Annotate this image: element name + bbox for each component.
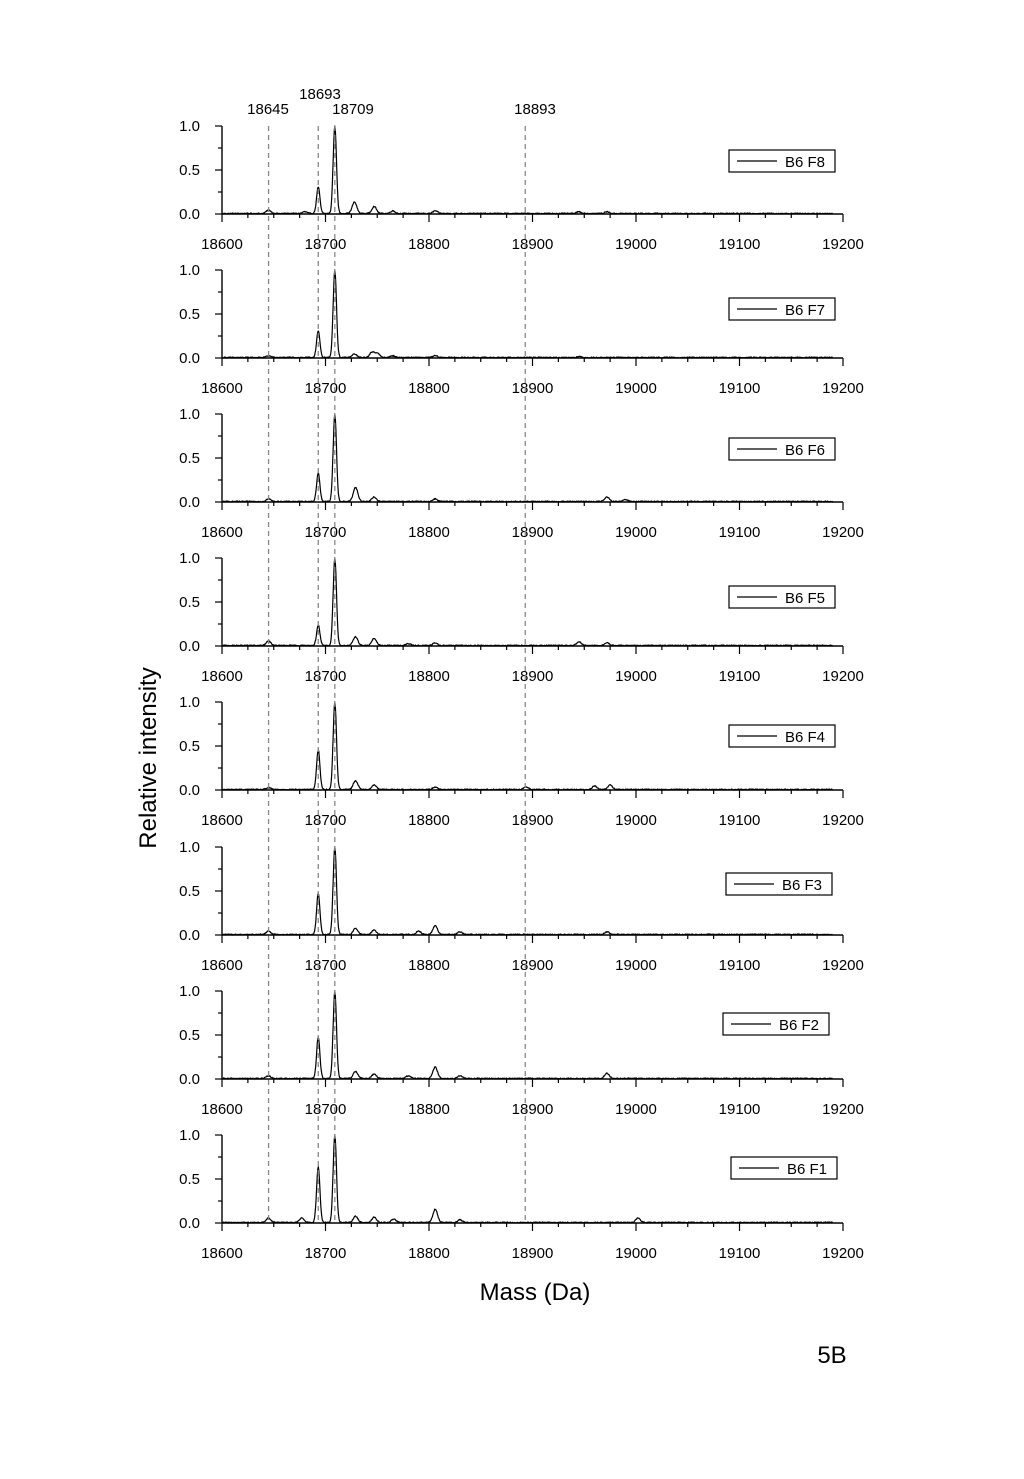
y-tick-label: 1.0 — [179, 983, 200, 1000]
y-tick-label: 0.0 — [179, 1071, 200, 1088]
x-tick-label: 18700 — [304, 524, 347, 541]
x-tick-label: 18800 — [408, 1245, 450, 1262]
x-tick-label: 19200 — [822, 668, 864, 685]
y-tick-label: 0.0 — [179, 638, 200, 655]
y-tick-label: 1.0 — [179, 118, 200, 135]
legend — [723, 1013, 829, 1035]
reference-lines-layer — [247, 86, 556, 1223]
x-tick-label: 18900 — [511, 957, 554, 974]
x-tick-label: 19100 — [718, 524, 761, 541]
y-tick-label: 0.0 — [179, 927, 200, 944]
y-tick-label: 0.0 — [179, 1215, 200, 1232]
legend-label: B6 F6 — [785, 442, 826, 459]
legend-label: B6 F7 — [785, 302, 826, 319]
legend-label: B6 F5 — [785, 590, 826, 607]
legend — [729, 298, 835, 320]
x-tick-label: 18800 — [408, 1101, 450, 1118]
x-tick-label: 18900 — [511, 380, 554, 397]
x-tick-label: 18800 — [408, 668, 450, 685]
x-tick-label: 19200 — [822, 380, 864, 397]
y-tick-label: 0.5 — [179, 1027, 200, 1044]
y-tick-label: 1.0 — [179, 694, 200, 711]
x-tick-label: 19100 — [718, 668, 761, 685]
x-tick-label: 18700 — [304, 1245, 347, 1262]
x-tick-label: 18800 — [408, 236, 450, 253]
spectrum-panel — [179, 839, 864, 974]
x-tick-label: 18600 — [201, 812, 243, 829]
legend-label: B6 F4 — [785, 729, 826, 746]
x-tick-label: 19000 — [615, 1101, 657, 1118]
spectrum-panel — [179, 118, 864, 253]
x-tick-label: 19000 — [615, 524, 657, 541]
x-tick-label: 19200 — [822, 1245, 864, 1262]
legend — [726, 873, 832, 895]
legend — [729, 586, 835, 608]
x-tick-label: 19000 — [615, 668, 657, 685]
y-tick-label: 0.0 — [179, 782, 200, 799]
x-tick-label: 19100 — [718, 1245, 761, 1262]
x-tick-label: 19100 — [718, 236, 761, 253]
x-tick-label: 19200 — [822, 236, 864, 253]
spectrum-panel — [179, 262, 864, 397]
x-tick-label: 18600 — [201, 1245, 243, 1262]
x-tick-label: 19200 — [822, 1101, 864, 1118]
x-tick-label: 19100 — [718, 380, 761, 397]
x-tick-label: 18800 — [408, 380, 450, 397]
y-tick-label: 0.5 — [179, 594, 200, 611]
reference-line-label: 18893 — [514, 101, 556, 118]
legend-label: B6 F2 — [779, 1017, 820, 1034]
x-tick-label: 19100 — [718, 957, 761, 974]
reference-line-label: 18645 — [247, 101, 289, 118]
x-tick-label: 18600 — [201, 236, 243, 253]
x-tick-label: 19000 — [615, 236, 657, 253]
x-tick-label: 19200 — [822, 957, 864, 974]
legend — [731, 1157, 837, 1179]
spectrum-panel — [179, 550, 864, 685]
x-tick-label: 18700 — [304, 380, 347, 397]
y-tick-label: 0.5 — [179, 1171, 200, 1188]
spectrum-panel — [179, 983, 864, 1118]
y-tick-label: 1.0 — [179, 406, 200, 423]
x-tick-label: 18900 — [511, 1101, 554, 1118]
legend-label: B6 F1 — [787, 1161, 828, 1178]
x-tick-label: 18700 — [304, 236, 347, 253]
x-tick-label: 19200 — [822, 524, 864, 541]
y-tick-label: 0.5 — [179, 306, 200, 323]
x-tick-label: 18600 — [201, 380, 243, 397]
x-tick-label: 18800 — [408, 957, 450, 974]
y-tick-label: 1.0 — [179, 839, 200, 856]
x-tick-label: 19000 — [615, 380, 657, 397]
legend — [729, 438, 835, 460]
y-tick-label: 1.0 — [179, 262, 200, 279]
legend — [729, 150, 835, 172]
x-tick-label: 19000 — [615, 957, 657, 974]
y-tick-label: 0.5 — [179, 162, 200, 179]
x-tick-label: 18700 — [304, 668, 347, 685]
x-axis-title: Mass (Da) — [479, 1279, 591, 1306]
x-tick-label: 18600 — [201, 957, 243, 974]
x-tick-label: 18800 — [408, 812, 450, 829]
spectrum-panel — [179, 406, 864, 541]
x-tick-label: 18900 — [511, 524, 554, 541]
x-tick-label: 18900 — [511, 236, 554, 253]
x-tick-label: 19000 — [615, 1245, 657, 1262]
spectrum-panel — [179, 1127, 864, 1262]
y-tick-label: 0.5 — [179, 450, 200, 467]
x-tick-label: 18900 — [511, 1245, 554, 1262]
x-tick-label: 19100 — [718, 812, 761, 829]
y-tick-label: 0.0 — [179, 494, 200, 511]
y-tick-label: 1.0 — [179, 1127, 200, 1144]
x-tick-label: 18900 — [511, 812, 554, 829]
legend-label: B6 F3 — [782, 877, 823, 894]
y-tick-label: 0.5 — [179, 883, 200, 900]
x-tick-label: 18900 — [511, 668, 554, 685]
legend-label: B6 F8 — [785, 154, 826, 171]
legend — [729, 725, 835, 747]
x-tick-label: 19000 — [615, 812, 657, 829]
reference-line-label: 18693 — [299, 86, 341, 103]
figure-label: 5B — [817, 1342, 847, 1369]
panels-layer — [179, 118, 864, 1262]
y-tick-label: 0.0 — [179, 350, 200, 367]
y-tick-label: 1.0 — [179, 550, 200, 567]
y-axis-title: Relative intensity — [135, 667, 162, 849]
x-tick-label: 18600 — [201, 668, 243, 685]
x-tick-label: 18600 — [201, 1101, 243, 1118]
spectrum-panel — [179, 694, 864, 829]
x-tick-label: 18700 — [304, 1101, 347, 1118]
x-tick-label: 18700 — [304, 812, 347, 829]
x-tick-label: 18600 — [201, 524, 243, 541]
x-tick-label: 18700 — [304, 957, 347, 974]
y-tick-label: 0.0 — [179, 206, 200, 223]
x-tick-label: 19100 — [718, 1101, 761, 1118]
x-tick-label: 19200 — [822, 812, 864, 829]
x-tick-label: 18800 — [408, 524, 450, 541]
y-tick-label: 0.5 — [179, 738, 200, 755]
reference-line-label: 18709 — [332, 101, 374, 118]
